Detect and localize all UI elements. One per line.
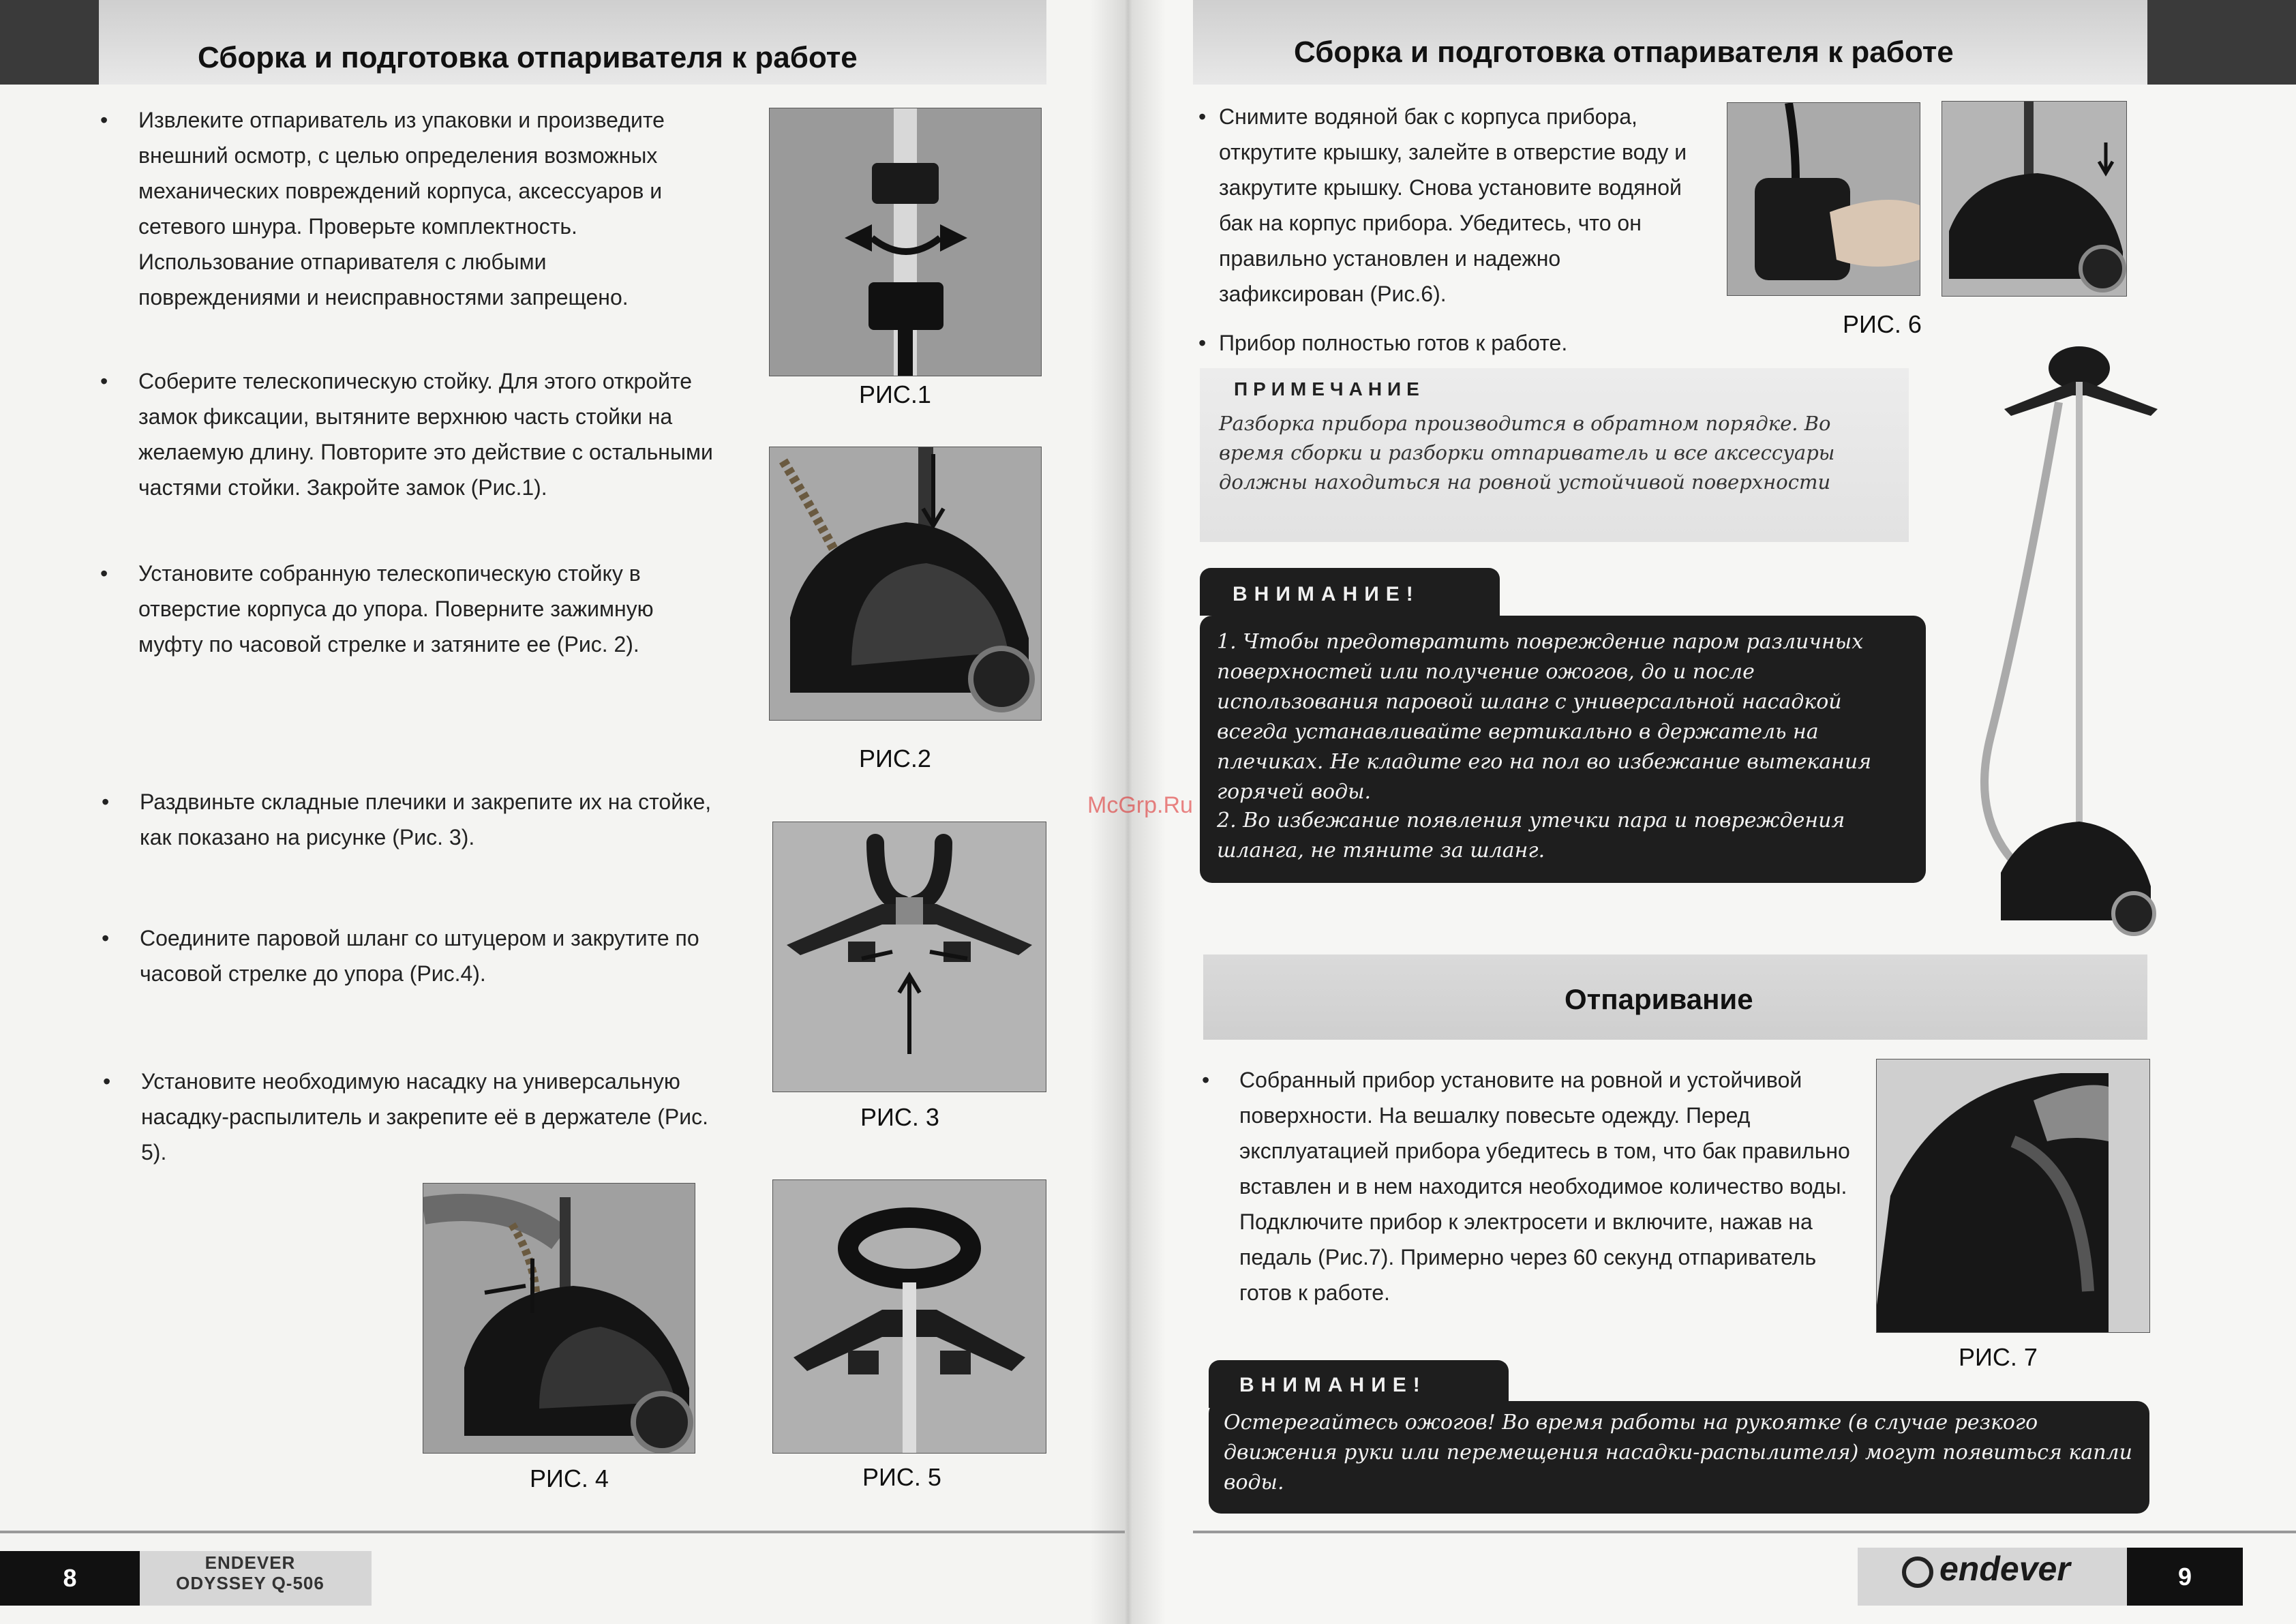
bullet-text: Снимите водяной бак с корпуса прибора, открутите крышку, залейте в отверстие воду и закрутите крышку. Снова установите водяной бак на корпус прибора. Убедитесь, что он правильно установлен и надежно зафиксирован (Рис.6). xyxy=(1219,104,1687,306)
list-item xyxy=(102,920,716,991)
list-item xyxy=(100,556,714,662)
header-accent-right xyxy=(2147,0,2296,85)
bullet-text: Соберите телескопическую стойку. Для этого откройте замок фиксации, вытяните верхнюю часть стойки на желаемую длину. Повторите это действие с остальными частями стойки. Закройте замок (Рис.1). xyxy=(138,369,713,500)
list-item xyxy=(102,784,716,855)
warning-item: 2. Во избежание появления утечки пара и повреждения шланга, не тяните за шланг. xyxy=(1217,809,1845,862)
endever-logo-icon xyxy=(1902,1557,1933,1588)
bullet-icon: • xyxy=(103,1069,111,1094)
list-item xyxy=(1198,325,1703,361)
bullet-icon: • xyxy=(1202,1068,1210,1092)
footer-rule-right xyxy=(1193,1531,2296,1533)
page-title-right: Сборка и подготовка отпаривателя к работе xyxy=(1294,35,1954,69)
bullet-text: Прибор полностью готов к работе. xyxy=(1219,331,1568,355)
warning-text: Остерегайтесь ожогов! Во время работы на рукоятке (в случае резкого движения руки или перемещения насадки-распылителя) могут появиться капли воды. xyxy=(1224,1411,2132,1494)
bullet-icon: • xyxy=(1198,331,1207,355)
figure-4-hose-connection xyxy=(423,1183,695,1454)
footer-rule-left xyxy=(0,1531,1125,1533)
header-accent-left xyxy=(0,0,99,85)
watermark: McGrp.Ru xyxy=(1087,792,1193,818)
bullet-icon: • xyxy=(1198,104,1207,129)
figure-4-caption: РИС. 4 xyxy=(530,1464,609,1492)
steamer-full-illustration xyxy=(1963,327,2161,954)
figure-7-caption: РИС. 7 xyxy=(1959,1343,2038,1371)
model-name: ODYSSEY Q-506 xyxy=(176,1573,324,1593)
figure-6a-water-tank xyxy=(1727,102,1920,296)
figure-1-caption: РИС.1 xyxy=(859,380,931,408)
figure-7-pedal xyxy=(1876,1059,2150,1333)
figure-1-telescopic-stand xyxy=(769,108,1042,376)
list-item xyxy=(1198,99,1703,312)
page-number-left: 8 xyxy=(0,1551,140,1606)
figure-3-hanger xyxy=(772,822,1046,1092)
figure-6b-tank-installed xyxy=(1942,101,2127,297)
note-title: ПРИМЕЧАНИЕ xyxy=(1234,378,1425,400)
bullet-icon: • xyxy=(102,790,110,814)
bullet-text: Соедините паровой шланг со штуцером и закрутите по часовой стрелке до упора (Рис.4). xyxy=(140,926,699,986)
bullet-icon: • xyxy=(100,108,108,132)
bullet-icon: • xyxy=(100,369,108,393)
brand-logo: endever xyxy=(1939,1550,2070,1588)
bullet-text: Извлеките отпариватель из упаковки и произведите внешний осмотр, с целью определения возможных механических повреждений корпуса, аксессуаров и сетевого шнура. Проверьте комплектность. Использование отпаривателя с любыми повреждениями и неисправностями запрещено. xyxy=(138,108,665,310)
bullet-text: Установите необходимую насадку на универсальную насадку-распылитель и закрепите её в держателе (Рис. 5). xyxy=(141,1069,708,1164)
figure-3-caption: РИС. 3 xyxy=(860,1103,939,1131)
page-title-left: Сборка и подготовка отпаривателя к работе xyxy=(198,41,858,74)
figure-2-stand-in-body xyxy=(769,447,1042,721)
note-text: Разборка прибора производится в обратном порядке. Во время сборки и разборки отпариватель и все аксессуары должны находиться на ровной устойчивой поверхности xyxy=(1219,412,1835,494)
warning-title: ВНИМАНИЕ! xyxy=(1233,583,1420,605)
warning-item: 1. Чтобы предотвратить повреждение паром различных поверхностей или получение ожогов, до и после использования паровой шланг с универсальной насадкой всегда устанавливайте вертикально в держатель на плечиках. Не кладите его на пол во избежание вытекания горячей воды. xyxy=(1217,630,1872,804)
figure-5-nozzle-holder xyxy=(772,1179,1046,1454)
section-title: Отпаривание xyxy=(1565,983,1753,1015)
figure-5-caption: РИС. 5 xyxy=(862,1463,941,1491)
bullet-text: Собранный прибор установите на ровной и устойчивой поверхности. На вешалку повесьте одежду. Перед эксплуатацией прибора убедитесь в том, что бак правильно вставлен и в нем находится необходимое количество воды. Подключите прибор к электросети и включите, нажав на педаль (Рис.7). Примерно через 60 секунд отпариватель готов к работе. xyxy=(1239,1068,1850,1305)
brand-name: ENDEVER xyxy=(205,1552,296,1573)
bullet-icon: • xyxy=(100,561,108,586)
page-number-right: 9 xyxy=(2127,1548,2243,1606)
bullet-text: Установите собранную телескопическую стойку в отверстие корпуса до упора. Поверните зажимную муфту по часовой стрелке и затяните ее (Рис. 2). xyxy=(138,561,654,657)
warning-title: ВНИМАНИЕ! xyxy=(1239,1374,1427,1396)
bullet-text: Раздвиньте складные плечики и закрепите их на стойке, как показано на рисунке (Рис. 3). xyxy=(140,790,712,849)
list-item xyxy=(103,1064,717,1170)
figure-6-caption: РИС. 6 xyxy=(1843,310,1922,338)
figure-2-caption: РИС.2 xyxy=(859,745,931,772)
list-item xyxy=(100,102,714,315)
list-item xyxy=(1202,1062,1853,1310)
bullet-icon: • xyxy=(102,926,110,950)
list-item xyxy=(100,363,714,505)
